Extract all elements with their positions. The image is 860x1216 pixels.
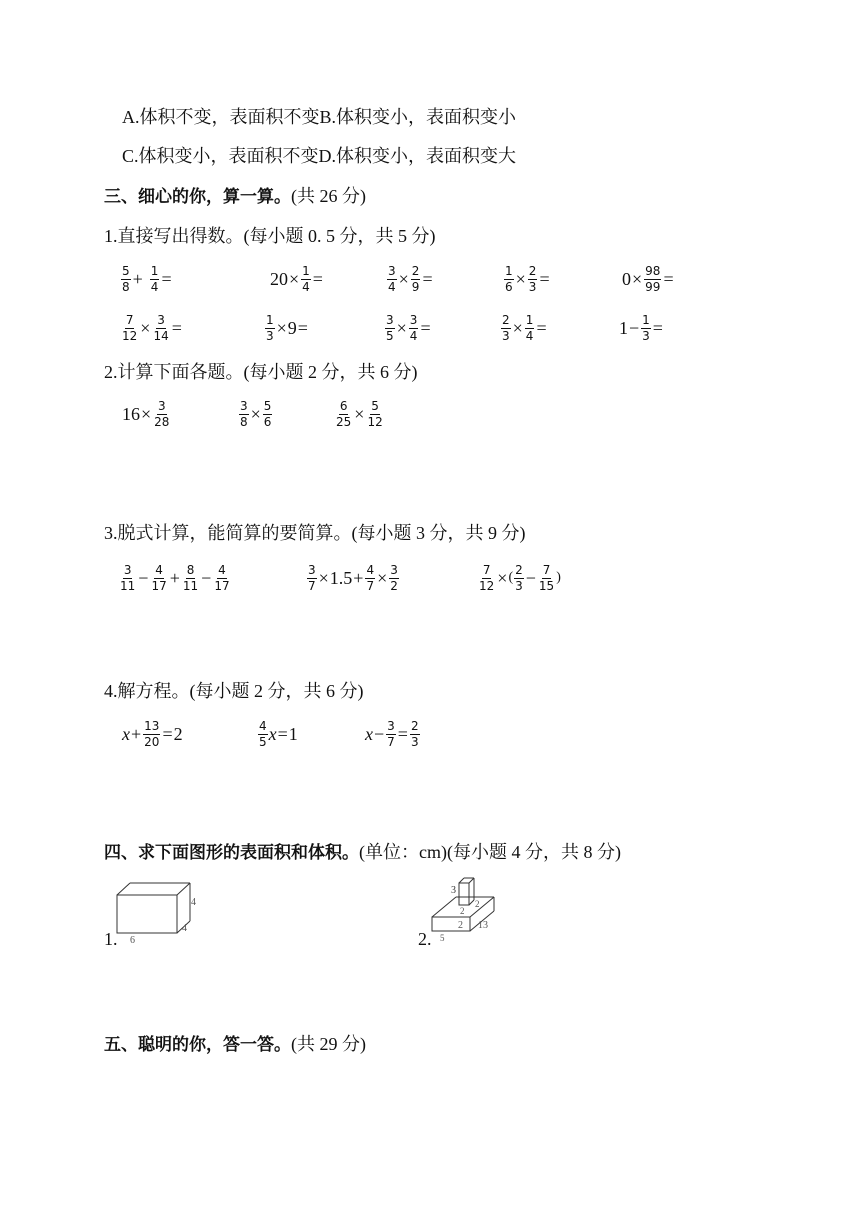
q1-r1-e4: $\frac{1}{6}$ × $\frac{2}{3}$ = bbox=[505, 263, 550, 294]
section-3-heading: 三、细心的你，算一算。(共 26 分) bbox=[104, 186, 366, 207]
fig2-top-width-label: 2 bbox=[460, 906, 465, 916]
fig2-top-height-label: 3 bbox=[451, 885, 456, 896]
choice-row-1 bbox=[122, 106, 516, 128]
q1-r1-e3: $\frac{3}{4}$ × $\frac{2}{9}$ = bbox=[388, 263, 433, 294]
q2-e2: $\frac{3}{8}$ × $\frac{5}{6}$ bbox=[240, 398, 272, 429]
choice-b: B.体积变小，表面积变小 bbox=[319, 107, 517, 127]
figure-1-label: 1. bbox=[104, 929, 118, 949]
choice-d: D.体积变小，表面积变大 bbox=[318, 146, 517, 166]
q1-label: 1.直接写出得数。(每小题 0. 5 分，共 5 分) bbox=[104, 226, 436, 246]
fig2-base-depth-label: 5 bbox=[440, 933, 445, 943]
q2-label: 2.计算下面各题。(每小题 2 分，共 6 分) bbox=[104, 362, 418, 382]
q4-e2: 4 5 x = 1 bbox=[259, 718, 298, 749]
fig2-top-depth-label: 2 bbox=[475, 899, 480, 909]
q3-label: 3.脱式计算，能简算的要简算。(每小题 3 分，共 9 分) bbox=[104, 523, 526, 543]
q4-e1: x + $\frac{13}{20}$ = 2 bbox=[122, 718, 183, 749]
q3-e2: $\frac{3}{7}$ × 1.5 + $\frac{4}{7}$ × $\frac{3}{2}$ bbox=[308, 562, 398, 593]
figure-2-label: 2. bbox=[418, 929, 432, 949]
fig1-height-label: 4 bbox=[191, 897, 196, 908]
choice-a: A.体积不变，表面积不变 bbox=[122, 107, 320, 127]
q1-r2-e4: $\frac{2}{3}$ × $\frac{1}{4}$ = bbox=[502, 312, 547, 343]
q4-label: 4.解方程。(每小题 2 分，共 6 分) bbox=[104, 681, 364, 701]
q1-r2-e3: $\frac{3}{5}$ × $\frac{3}{4}$ = bbox=[386, 312, 431, 343]
q1-r2-e1: $\frac{7}{12}$ × $\frac{3}{14}$ = bbox=[122, 312, 182, 343]
section-4-heading: 四、求下面图形的表面积和体积。(单位：cm)(每小题 4 分，共 8 分) bbox=[104, 842, 621, 863]
q1-r2-e2: $\frac{1}{3}$ × 9 = bbox=[266, 312, 308, 343]
figure-1-cuboid bbox=[112, 877, 208, 947]
choice-row-2 bbox=[122, 145, 516, 167]
fig2-base-height-label: 2 bbox=[458, 920, 463, 931]
fig1-depth-label: 4 bbox=[182, 923, 187, 934]
choice-c: C.体积变小，表面积不变 bbox=[122, 146, 319, 166]
fig2-base-length-label: 13 bbox=[478, 920, 488, 931]
q3-e1: 3 11 − $\frac{4}{17}$ + $\frac{8}{11}$ − $\frac{4}{17}$ bbox=[120, 562, 230, 593]
q3-e3: $\frac{7}{12}$ × ( 2 3 − $\frac{7}{15}$ ) bbox=[479, 562, 561, 593]
q2-e1: 16 × $\frac{3}{28}$ bbox=[122, 398, 170, 429]
q1-r2-e5: 1 − $\frac{1}{3}$ = bbox=[619, 312, 663, 343]
q1-r1-e2: 20 × $\frac{1}{4}$ = bbox=[270, 263, 323, 294]
q4-e3: x − $\frac{3}{7}$ = $\frac{2}{3}$ bbox=[365, 718, 419, 749]
fig1-length-label: 6 bbox=[130, 935, 135, 946]
section-5-heading: 五、聪明的你，答一答。(共 29 分) bbox=[104, 1034, 366, 1055]
q1-r1-e1: 5 8 + $\frac{1}{4}$ = bbox=[122, 263, 172, 294]
q1-r1-e5: 0 × $\frac{98}{99}$ = bbox=[622, 263, 674, 294]
q2-e3: $\frac{6}{25}$ × $\frac{5}{12}$ bbox=[336, 398, 383, 429]
figure-2-composite bbox=[428, 875, 528, 945]
